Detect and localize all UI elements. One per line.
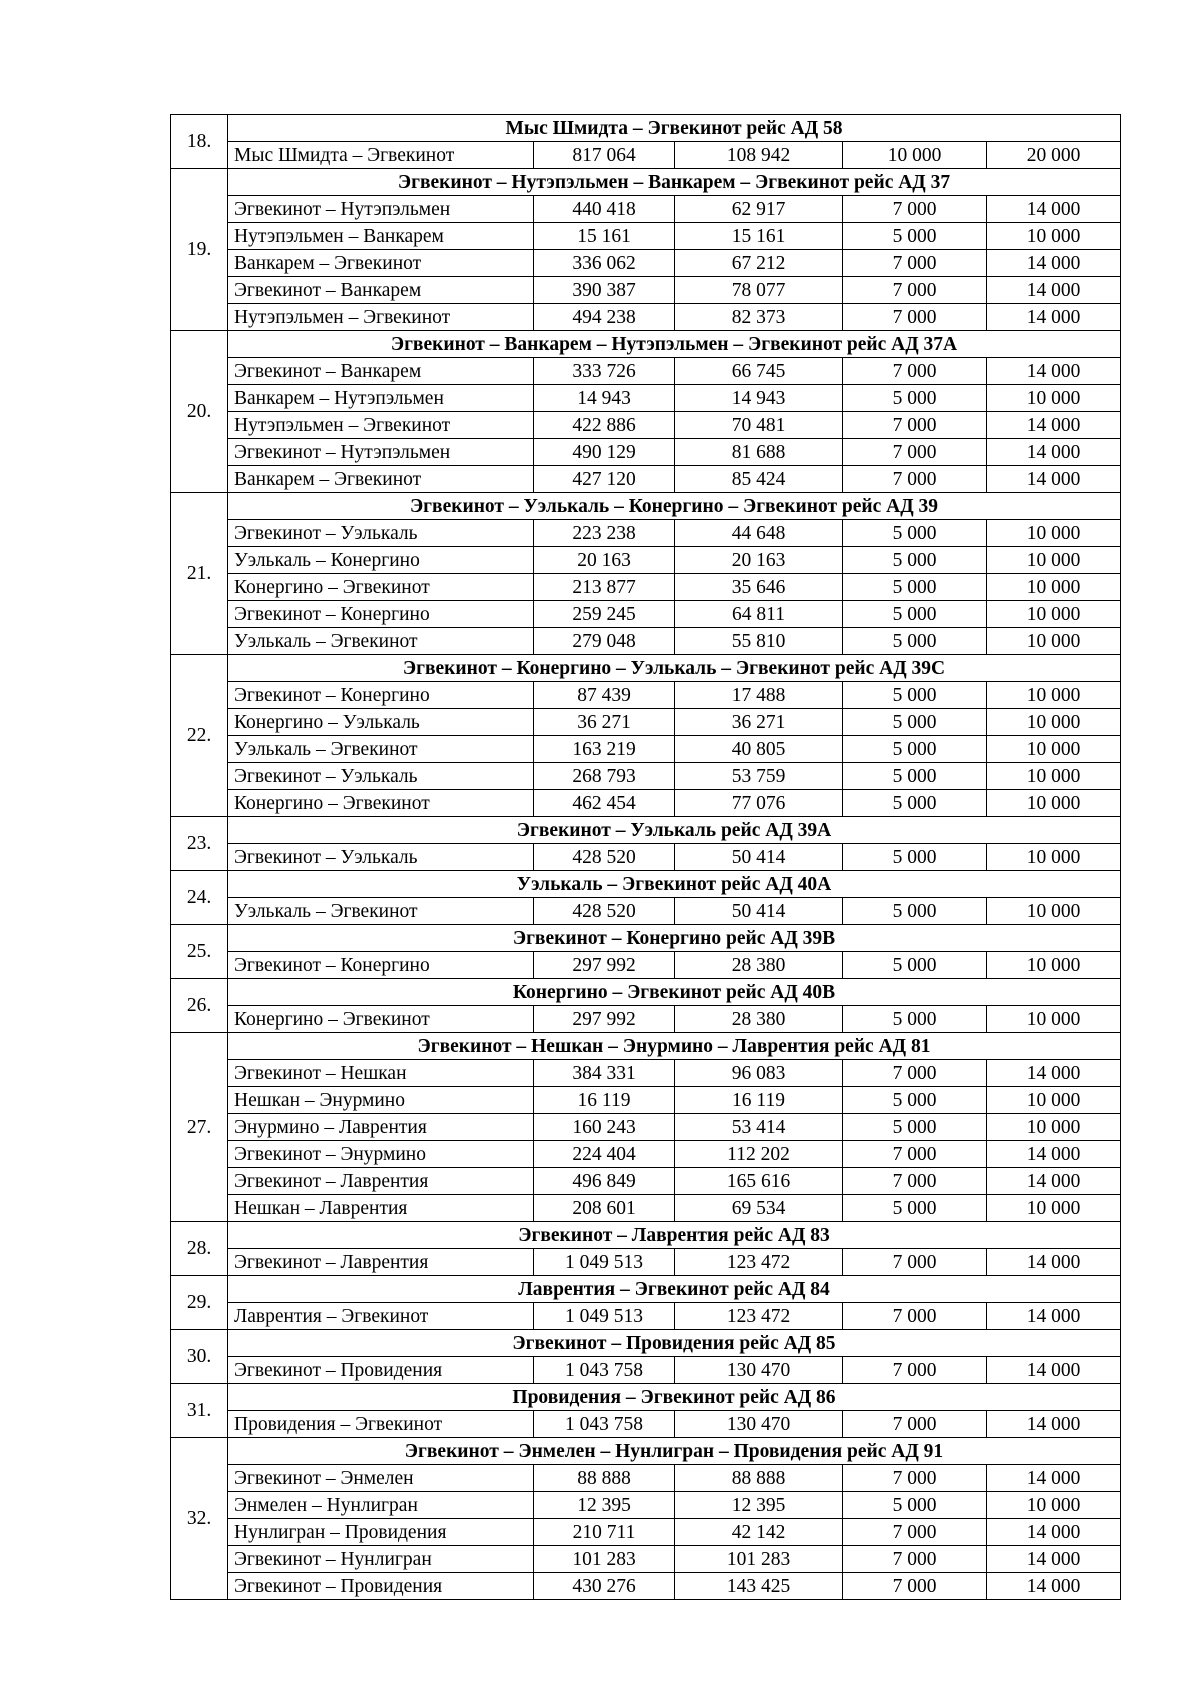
value-2-cell: 69 534	[675, 1195, 843, 1222]
value-2-cell: 112 202	[675, 1141, 843, 1168]
value-2-cell: 42 142	[675, 1519, 843, 1546]
value-1-cell: 494 238	[534, 304, 675, 331]
value-3-cell: 5 000	[843, 952, 987, 979]
value-2-cell: 123 472	[675, 1249, 843, 1276]
flight-title-cell: Эгвекинот – Уэлькаль – Конергино – Эгвекинот рейс АД 39	[228, 493, 1121, 520]
value-2-cell: 64 811	[675, 601, 843, 628]
route-cell: Эгвекинот – Уэлькаль	[228, 520, 534, 547]
route-cell: Эгвекинот – Ванкарем	[228, 358, 534, 385]
value-4-cell: 14 000	[987, 250, 1121, 277]
value-1-cell: 213 877	[534, 574, 675, 601]
value-3-cell: 5 000	[843, 1006, 987, 1033]
value-3-cell: 7 000	[843, 1249, 987, 1276]
fares-table-body	[171, 115, 1121, 1600]
table-row	[171, 439, 1121, 466]
value-1-cell: 430 276	[534, 1573, 675, 1600]
group-header-row	[171, 493, 1121, 520]
group-header-row	[171, 115, 1121, 142]
value-2-cell: 35 646	[675, 574, 843, 601]
row-number-cell: 18.	[171, 115, 228, 169]
value-3-cell: 7 000	[843, 250, 987, 277]
row-number-cell: 20.	[171, 331, 228, 493]
table-row	[171, 1519, 1121, 1546]
table-row	[171, 709, 1121, 736]
route-cell: Эгвекинот – Нешкан	[228, 1060, 534, 1087]
value-4-cell: 10 000	[987, 1114, 1121, 1141]
value-2-cell: 20 163	[675, 547, 843, 574]
route-cell: Нутэпэльмен – Ванкарем	[228, 223, 534, 250]
route-cell: Эгвекинот – Энмелен	[228, 1465, 534, 1492]
value-1-cell: 223 238	[534, 520, 675, 547]
value-1-cell: 16 119	[534, 1087, 675, 1114]
route-cell: Нутэпэльмен – Эгвекинот	[228, 412, 534, 439]
value-2-cell: 130 470	[675, 1411, 843, 1438]
value-3-cell: 5 000	[843, 763, 987, 790]
value-2-cell: 36 271	[675, 709, 843, 736]
table-row	[171, 466, 1121, 493]
value-4-cell: 10 000	[987, 520, 1121, 547]
value-1-cell: 224 404	[534, 1141, 675, 1168]
value-3-cell: 7 000	[843, 1303, 987, 1330]
table-row	[171, 223, 1121, 250]
value-3-cell: 7 000	[843, 466, 987, 493]
value-4-cell: 14 000	[987, 1249, 1121, 1276]
value-4-cell: 10 000	[987, 763, 1121, 790]
value-2-cell: 67 212	[675, 250, 843, 277]
table-row	[171, 304, 1121, 331]
value-2-cell: 81 688	[675, 439, 843, 466]
value-4-cell: 10 000	[987, 898, 1121, 925]
route-cell: Уэлькаль – Конергино	[228, 547, 534, 574]
value-3-cell: 5 000	[843, 790, 987, 817]
value-4-cell: 10 000	[987, 790, 1121, 817]
flight-title-cell: Лаврентия – Эгвекинот рейс АД 84	[228, 1276, 1121, 1303]
value-1-cell: 163 219	[534, 736, 675, 763]
value-1-cell: 20 163	[534, 547, 675, 574]
value-2-cell: 44 648	[675, 520, 843, 547]
value-2-cell: 88 888	[675, 1465, 843, 1492]
group-header-row	[171, 1384, 1121, 1411]
flight-title-cell: Эгвекинот – Энмелен – Нунлигран – Провидения рейс АД 91	[228, 1438, 1121, 1465]
value-3-cell: 5 000	[843, 898, 987, 925]
value-2-cell: 123 472	[675, 1303, 843, 1330]
value-1-cell: 817 064	[534, 142, 675, 169]
value-1-cell: 1 043 758	[534, 1411, 675, 1438]
value-4-cell: 20 000	[987, 142, 1121, 169]
value-1-cell: 88 888	[534, 1465, 675, 1492]
route-cell: Эгвекинот – Конергино	[228, 682, 534, 709]
route-cell: Нешкан – Энурмино	[228, 1087, 534, 1114]
table-row	[171, 736, 1121, 763]
flight-title-cell: Мыс Шмидта – Эгвекинот рейс АД 58	[228, 115, 1121, 142]
row-number-cell: 27.	[171, 1033, 228, 1222]
value-1-cell: 297 992	[534, 952, 675, 979]
value-2-cell: 130 470	[675, 1357, 843, 1384]
table-row	[171, 952, 1121, 979]
route-cell: Эгвекинот – Уэлькаль	[228, 763, 534, 790]
route-cell: Уэлькаль – Эгвекинот	[228, 736, 534, 763]
flight-title-cell: Уэлькаль – Эгвекинот рейс АД 40А	[228, 871, 1121, 898]
value-4-cell: 14 000	[987, 1411, 1121, 1438]
route-cell: Конергино – Эгвекинот	[228, 1006, 534, 1033]
table-row	[171, 790, 1121, 817]
value-1-cell: 496 849	[534, 1168, 675, 1195]
value-4-cell: 14 000	[987, 304, 1121, 331]
value-3-cell: 5 000	[843, 682, 987, 709]
value-2-cell: 78 077	[675, 277, 843, 304]
value-4-cell: 14 000	[987, 1141, 1121, 1168]
value-2-cell: 50 414	[675, 898, 843, 925]
value-4-cell: 14 000	[987, 439, 1121, 466]
table-row	[171, 358, 1121, 385]
table-row	[171, 385, 1121, 412]
route-cell: Ванкарем – Нутэпэльмен	[228, 385, 534, 412]
value-3-cell: 5 000	[843, 1195, 987, 1222]
value-1-cell: 1 049 513	[534, 1249, 675, 1276]
value-1-cell: 268 793	[534, 763, 675, 790]
value-1-cell: 384 331	[534, 1060, 675, 1087]
route-cell: Уэлькаль – Эгвекинот	[228, 628, 534, 655]
route-cell: Энурмино – Лаврентия	[228, 1114, 534, 1141]
value-1-cell: 87 439	[534, 682, 675, 709]
value-1-cell: 36 271	[534, 709, 675, 736]
value-3-cell: 7 000	[843, 1141, 987, 1168]
row-number-cell: 22.	[171, 655, 228, 817]
value-4-cell: 10 000	[987, 844, 1121, 871]
value-2-cell: 101 283	[675, 1546, 843, 1573]
route-cell: Конергино – Уэлькаль	[228, 709, 534, 736]
route-cell: Ванкарем – Эгвекинот	[228, 250, 534, 277]
table-row	[171, 1141, 1121, 1168]
route-cell: Провидения – Эгвекинот	[228, 1411, 534, 1438]
flight-title-cell: Эгвекинот – Уэлькаль рейс АД 39А	[228, 817, 1121, 844]
value-1-cell: 1 043 758	[534, 1357, 675, 1384]
group-header-row	[171, 169, 1121, 196]
row-number-cell: 23.	[171, 817, 228, 871]
value-2-cell: 165 616	[675, 1168, 843, 1195]
value-3-cell: 7 000	[843, 1411, 987, 1438]
row-number-cell: 25.	[171, 925, 228, 979]
value-3-cell: 5 000	[843, 1492, 987, 1519]
value-3-cell: 5 000	[843, 844, 987, 871]
route-cell: Нутэпэльмен – Эгвекинот	[228, 304, 534, 331]
flight-title-cell: Эгвекинот – Конергино рейс АД 39В	[228, 925, 1121, 952]
route-cell: Уэлькаль – Эгвекинот	[228, 898, 534, 925]
value-2-cell: 50 414	[675, 844, 843, 871]
value-3-cell: 5 000	[843, 1114, 987, 1141]
table-row	[171, 1303, 1121, 1330]
value-4-cell: 10 000	[987, 952, 1121, 979]
flight-title-cell: Эгвекинот – Лаврентия рейс АД 83	[228, 1222, 1121, 1249]
value-3-cell: 7 000	[843, 1546, 987, 1573]
value-4-cell: 10 000	[987, 1492, 1121, 1519]
table-row	[171, 1060, 1121, 1087]
route-cell: Эгвекинот – Нунлигран	[228, 1546, 534, 1573]
value-1-cell: 390 387	[534, 277, 675, 304]
value-3-cell: 7 000	[843, 196, 987, 223]
value-4-cell: 14 000	[987, 1465, 1121, 1492]
value-4-cell: 14 000	[987, 277, 1121, 304]
value-3-cell: 7 000	[843, 412, 987, 439]
flight-title-cell: Эгвекинот – Конергино – Уэлькаль – Эгвекинот рейс АД 39С	[228, 655, 1121, 682]
value-4-cell: 14 000	[987, 1573, 1121, 1600]
value-2-cell: 53 414	[675, 1114, 843, 1141]
value-3-cell: 5 000	[843, 709, 987, 736]
value-1-cell: 15 161	[534, 223, 675, 250]
value-4-cell: 14 000	[987, 358, 1121, 385]
value-1-cell: 490 129	[534, 439, 675, 466]
value-2-cell: 12 395	[675, 1492, 843, 1519]
value-3-cell: 5 000	[843, 574, 987, 601]
value-1-cell: 1 049 513	[534, 1303, 675, 1330]
row-number-cell: 32.	[171, 1438, 228, 1600]
row-number-cell: 26.	[171, 979, 228, 1033]
value-1-cell: 160 243	[534, 1114, 675, 1141]
table-row	[171, 844, 1121, 871]
route-cell: Эгвекинот – Провидения	[228, 1357, 534, 1384]
value-2-cell: 55 810	[675, 628, 843, 655]
value-3-cell: 5 000	[843, 628, 987, 655]
value-4-cell: 14 000	[987, 1546, 1121, 1573]
value-4-cell: 10 000	[987, 1195, 1121, 1222]
value-4-cell: 10 000	[987, 547, 1121, 574]
value-4-cell: 14 000	[987, 1303, 1121, 1330]
value-4-cell: 10 000	[987, 385, 1121, 412]
value-4-cell: 10 000	[987, 1087, 1121, 1114]
value-2-cell: 53 759	[675, 763, 843, 790]
flight-title-cell: Провидения – Эгвекинот рейс АД 86	[228, 1384, 1121, 1411]
value-4-cell: 14 000	[987, 1168, 1121, 1195]
table-row	[171, 1195, 1121, 1222]
value-3-cell: 7 000	[843, 1573, 987, 1600]
value-3-cell: 5 000	[843, 520, 987, 547]
table-row	[171, 1006, 1121, 1033]
route-cell: Лаврентия – Эгвекинот	[228, 1303, 534, 1330]
value-4-cell: 14 000	[987, 196, 1121, 223]
flight-title-cell: Эгвекинот – Нутэпэльмен – Ванкарем – Эгвекинот рейс АД 37	[228, 169, 1121, 196]
table-row	[171, 1249, 1121, 1276]
value-3-cell: 5 000	[843, 547, 987, 574]
route-cell: Эгвекинот – Лаврентия	[228, 1249, 534, 1276]
value-1-cell: 428 520	[534, 898, 675, 925]
value-2-cell: 77 076	[675, 790, 843, 817]
table-row	[171, 520, 1121, 547]
value-2-cell: 14 943	[675, 385, 843, 412]
route-cell: Эгвекинот – Конергино	[228, 601, 534, 628]
route-cell: Эгвекинот – Энурмино	[228, 1141, 534, 1168]
table-row	[171, 250, 1121, 277]
value-3-cell: 7 000	[843, 1519, 987, 1546]
value-1-cell: 427 120	[534, 466, 675, 493]
value-1-cell: 336 062	[534, 250, 675, 277]
table-row	[171, 574, 1121, 601]
value-3-cell: 5 000	[843, 385, 987, 412]
route-cell: Энмелен – Нунлигран	[228, 1492, 534, 1519]
value-2-cell: 66 745	[675, 358, 843, 385]
value-3-cell: 7 000	[843, 1465, 987, 1492]
value-1-cell: 208 601	[534, 1195, 675, 1222]
table-row	[171, 628, 1121, 655]
value-3-cell: 5 000	[843, 1087, 987, 1114]
value-4-cell: 10 000	[987, 736, 1121, 763]
value-1-cell: 297 992	[534, 1006, 675, 1033]
table-row	[171, 763, 1121, 790]
table-row	[171, 1492, 1121, 1519]
table-row	[171, 412, 1121, 439]
value-4-cell: 10 000	[987, 628, 1121, 655]
value-1-cell: 101 283	[534, 1546, 675, 1573]
value-2-cell: 82 373	[675, 304, 843, 331]
route-cell: Эгвекинот – Лаврентия	[228, 1168, 534, 1195]
value-2-cell: 28 380	[675, 1006, 843, 1033]
group-header-row	[171, 871, 1121, 898]
route-cell: Эгвекинот – Конергино	[228, 952, 534, 979]
value-4-cell: 10 000	[987, 574, 1121, 601]
value-3-cell: 5 000	[843, 223, 987, 250]
row-number-cell: 28.	[171, 1222, 228, 1276]
value-1-cell: 422 886	[534, 412, 675, 439]
value-3-cell: 5 000	[843, 736, 987, 763]
group-header-row	[171, 655, 1121, 682]
table-row	[171, 898, 1121, 925]
value-4-cell: 10 000	[987, 682, 1121, 709]
group-header-row	[171, 1033, 1121, 1060]
table-row	[171, 1087, 1121, 1114]
value-4-cell: 14 000	[987, 412, 1121, 439]
value-3-cell: 10 000	[843, 142, 987, 169]
table-row	[171, 1411, 1121, 1438]
value-3-cell: 7 000	[843, 277, 987, 304]
value-4-cell: 10 000	[987, 709, 1121, 736]
value-1-cell: 428 520	[534, 844, 675, 871]
value-3-cell: 7 000	[843, 439, 987, 466]
value-4-cell: 14 000	[987, 1060, 1121, 1087]
route-cell: Эгвекинот – Ванкарем	[228, 277, 534, 304]
table-row	[171, 601, 1121, 628]
row-number-cell: 30.	[171, 1330, 228, 1384]
flight-title-cell: Эгвекинот – Провидения рейс АД 85	[228, 1330, 1121, 1357]
table-row	[171, 1114, 1121, 1141]
value-3-cell: 7 000	[843, 1357, 987, 1384]
row-number-cell: 29.	[171, 1276, 228, 1330]
table-row	[171, 142, 1121, 169]
route-cell: Ванкарем – Эгвекинот	[228, 466, 534, 493]
route-cell: Мыс Шмидта – Эгвекинот	[228, 142, 534, 169]
route-cell: Эгвекинот – Нутэпэльмен	[228, 196, 534, 223]
flight-title-cell: Конергино – Эгвекинот рейс АД 40В	[228, 979, 1121, 1006]
flight-title-cell: Эгвекинот – Ванкарем – Нутэпэльмен – Эгвекинот рейс АД 37А	[228, 331, 1121, 358]
group-header-row	[171, 331, 1121, 358]
value-3-cell: 5 000	[843, 601, 987, 628]
table-row	[171, 682, 1121, 709]
row-number-cell: 31.	[171, 1384, 228, 1438]
flight-title-cell: Эгвекинот – Нешкан – Энурмино – Лаврентия рейс АД 81	[228, 1033, 1121, 1060]
route-cell: Нунлигран – Провидения	[228, 1519, 534, 1546]
value-3-cell: 7 000	[843, 1168, 987, 1195]
value-2-cell: 85 424	[675, 466, 843, 493]
value-2-cell: 70 481	[675, 412, 843, 439]
value-3-cell: 7 000	[843, 358, 987, 385]
value-1-cell: 462 454	[534, 790, 675, 817]
group-header-row	[171, 1222, 1121, 1249]
value-1-cell: 333 726	[534, 358, 675, 385]
fares-table	[170, 114, 1121, 1600]
row-number-cell: 24.	[171, 871, 228, 925]
value-2-cell: 40 805	[675, 736, 843, 763]
table-row	[171, 196, 1121, 223]
value-1-cell: 12 395	[534, 1492, 675, 1519]
route-cell: Эгвекинот – Уэлькаль	[228, 844, 534, 871]
value-4-cell: 14 000	[987, 1519, 1121, 1546]
value-4-cell: 14 000	[987, 1357, 1121, 1384]
table-row	[171, 1357, 1121, 1384]
route-cell: Эгвекинот – Провидения	[228, 1573, 534, 1600]
value-3-cell: 7 000	[843, 1060, 987, 1087]
group-header-row	[171, 979, 1121, 1006]
value-1-cell: 279 048	[534, 628, 675, 655]
table-row	[171, 1546, 1121, 1573]
table-row	[171, 1168, 1121, 1195]
value-2-cell: 143 425	[675, 1573, 843, 1600]
group-header-row	[171, 1438, 1121, 1465]
value-1-cell: 14 943	[534, 385, 675, 412]
value-4-cell: 10 000	[987, 1006, 1121, 1033]
value-3-cell: 7 000	[843, 304, 987, 331]
row-number-cell: 19.	[171, 169, 228, 331]
value-1-cell: 440 418	[534, 196, 675, 223]
route-cell: Конергино – Эгвекинот	[228, 790, 534, 817]
route-cell: Эгвекинот – Нутэпэльмен	[228, 439, 534, 466]
value-4-cell: 10 000	[987, 601, 1121, 628]
value-2-cell: 28 380	[675, 952, 843, 979]
value-1-cell: 210 711	[534, 1519, 675, 1546]
group-header-row	[171, 817, 1121, 844]
value-2-cell: 15 161	[675, 223, 843, 250]
group-header-row	[171, 1330, 1121, 1357]
value-2-cell: 16 119	[675, 1087, 843, 1114]
route-cell: Нешкан – Лаврентия	[228, 1195, 534, 1222]
group-header-row	[171, 1276, 1121, 1303]
value-2-cell: 108 942	[675, 142, 843, 169]
table-row	[171, 277, 1121, 304]
group-header-row	[171, 925, 1121, 952]
row-number-cell: 21.	[171, 493, 228, 655]
table-row	[171, 1465, 1121, 1492]
route-cell: Конергино – Эгвекинот	[228, 574, 534, 601]
value-1-cell: 259 245	[534, 601, 675, 628]
table-row	[171, 547, 1121, 574]
value-4-cell: 14 000	[987, 466, 1121, 493]
value-4-cell: 10 000	[987, 223, 1121, 250]
value-2-cell: 96 083	[675, 1060, 843, 1087]
value-2-cell: 17 488	[675, 682, 843, 709]
value-2-cell: 62 917	[675, 196, 843, 223]
table-row	[171, 1573, 1121, 1600]
